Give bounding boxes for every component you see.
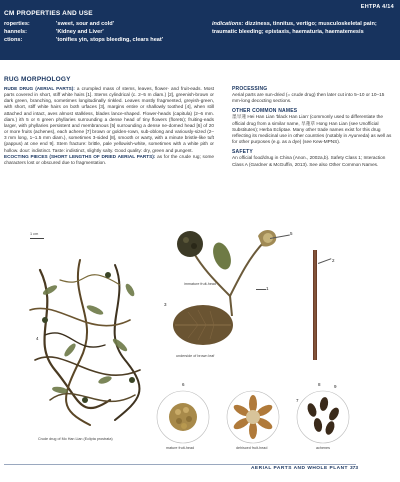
header-banner <box>0 0 400 60</box>
safety-text: An official food/drug in China (Anon., 2002a,b). Safety Class 1; Interaction Class A (Gardner & McGuffin, 2013). See also Other Common Names. <box>232 155 386 167</box>
caption-immature-fruit-head: immature fruit-head <box>184 282 216 286</box>
callout-4: 4 <box>36 336 39 341</box>
properties-label: roperties: <box>4 21 30 27</box>
scale-label: 1 cm <box>30 232 39 236</box>
callout-8: 8 <box>318 382 321 387</box>
info-sidebar <box>232 86 392 172</box>
indications-value: dizziness, tinnitus, vertigo; musculoskeletal pain; traumatic bleeding; epistaxis, haematuria, haematemesis <box>212 21 377 35</box>
dehisced-fruit-head-photo <box>226 390 280 444</box>
indications <box>212 20 396 36</box>
callout-2: 2 <box>332 258 335 263</box>
caption-mature-fruit-head: mature fruit-head <box>166 446 195 450</box>
page-footer <box>0 460 400 474</box>
callout-3: 3 <box>164 302 167 307</box>
morphology-heading: RUG MORPHOLOGY <box>4 76 71 83</box>
caption-crude-drug: Crude drug of Mo Han Lian (Eclipta prostrata) <box>38 437 113 441</box>
footer-section: AERIAL PARTS AND WHOLE PLANT <box>250 466 348 471</box>
safety-heading: SAFETY <box>232 149 253 156</box>
decocting-pieces-paragraph <box>4 154 214 166</box>
page-number: 373 <box>349 466 358 471</box>
processing-heading: PROCESSING <box>232 86 268 92</box>
caption-leaf-underside: underside of brown leaf <box>176 354 215 358</box>
stem-photo <box>305 250 325 360</box>
morphology-section <box>4 76 214 166</box>
callout-7: 7 <box>296 398 299 403</box>
scale-bar <box>30 232 44 248</box>
callout-1: 1 <box>266 286 269 291</box>
section-code: EHTPA 4/14 <box>360 4 394 10</box>
actions-label: ctions: <box>4 37 23 43</box>
caption-dehisced-fruit-head: dehisced fruit-head <box>236 446 268 450</box>
leaf-underside-photo <box>170 300 236 350</box>
actions-value: 'tonifies yin, stops bleeding, clears heat' <box>56 37 164 43</box>
leader-line-1 <box>256 289 266 290</box>
tcm-properties <box>4 20 184 44</box>
processing-text: Aerial parts are sun-dried (= crude drug) then later cut into 5–10 or 10–15 mm-long decocting sections. <box>232 92 385 104</box>
channels-value: 'Kidney and Liver' <box>56 29 104 35</box>
indications-label: indications: <box>212 21 244 27</box>
callout-5: 5 <box>290 231 293 236</box>
tcm-heading: CM PROPERTIES AND USE <box>4 10 93 17</box>
caption-achenes: achenes <box>316 446 330 450</box>
channels-label: hannels: <box>4 29 28 35</box>
decocting-pieces-label: ECOCTING PIECES (SHORT LENGTHS OF DRIED AERIAL PARTS): <box>4 153 156 159</box>
footer-rule <box>4 464 356 465</box>
achenes-photo <box>296 390 350 444</box>
crude-drug-photo <box>20 250 150 430</box>
properties-value: 'sweet, sour and cold' <box>56 21 114 27</box>
common-names-text: 墨旱蓮 Hei Han Lian 'black Han Lian' (commonly used to differentiate the official drug from a similar name, 旱蓮草 Hong Han Lian (see Unofficial Substitutes); Herba Ecliptae. Many other trade names exist for this drug reflecting its medicinal use in other countries (notably in Ayurveda) as well as for other purposes (e.g. as a dye) (see Kew-MPNS). <box>232 114 392 145</box>
callout-9: 9 <box>334 384 337 389</box>
common-names-heading: OTHER COMMON NAMES <box>232 108 298 115</box>
crude-drug-text: a crumpled mass of stems, leaves, flower- and fruit-eads. Most parts covered in short, stiff white hairs [1]. Stems cylindrical (c. 2–5 m diam.) [2], greenish-brown or dark green, branching, sometimes longitudinally rinkled. Leaves mostly fragmented, greyish-green, with short, stiff white hairs on both urfaces [3], margins entire or shallowly toothed [4], when still attached and intact, aves almost stalkless, blades lance-shaped. Flower-heads (capitula) (2–6 mm. diam.) ith 5 or 6 green phyllaries surrounding a dense head of tiny flowers (florets); fruiting-eads larger, with phyllaries persistent and membranous [5] surrounding a dense ne-domed head [6] of 20 or more fruits (achenes), each achene [7] brown or golden-rown, sub-oblong and variously-sized (2–3 mm long, 1–1.5 mm diam.), sometimes 3-sided [8], smooth or warty, with a minute bristle-like tuft (pappus) at one end 9]. Stem fracture: brittle, pale yellowish-white, sometimes with a white pith or hollow. dour: indistinct. Taste: indistinct, slightly salty. Good quality: dry, green and pungent. <box>4 86 214 153</box>
callout-6: 6 <box>182 382 185 387</box>
decocting-pieces-text: as for the crude rug; some characters lost or obscured due to fragmentation. <box>4 153 214 165</box>
crude-drug-label: RUDE DRUG (AERIAL PARTS): <box>4 86 75 91</box>
crude-drug-paragraph <box>4 86 214 154</box>
mature-fruit-head-photo <box>156 390 210 444</box>
